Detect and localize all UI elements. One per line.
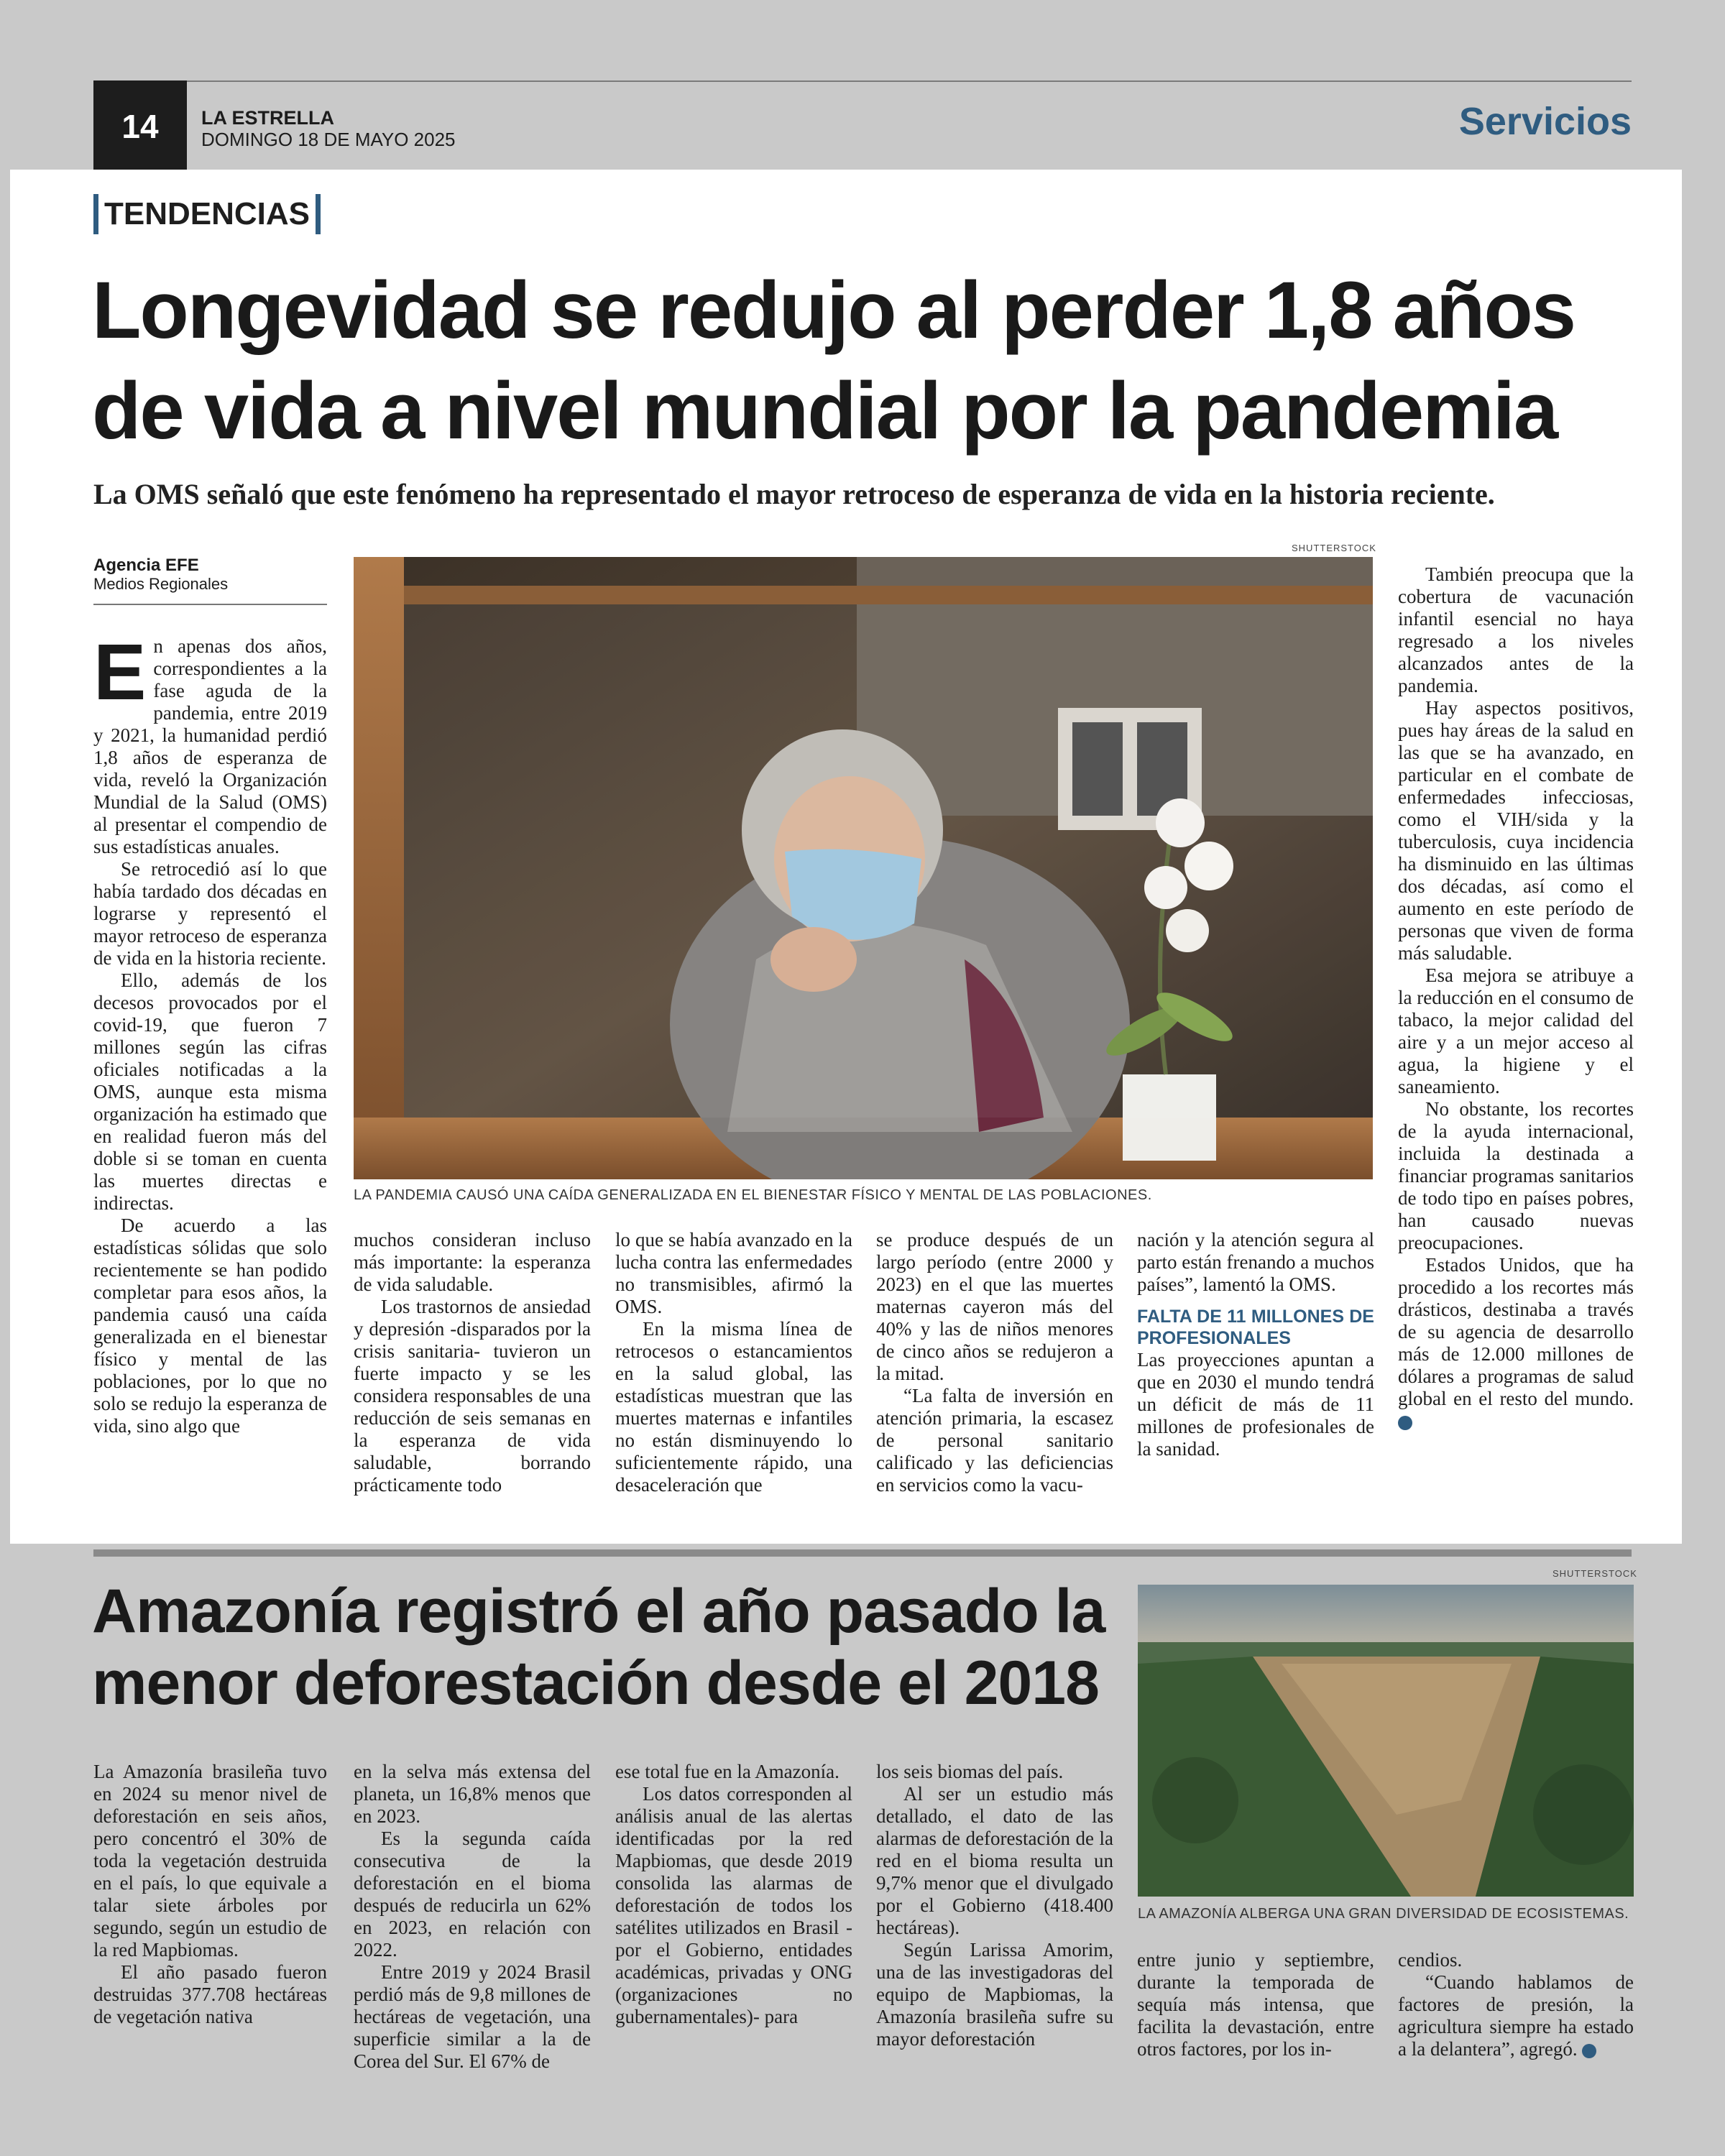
paragraph: Al ser un estudio más detallado, el dato de las alarmas de deforestación de la red en el bioma resulta un 9,7% menor que el divulgado por el Gobierno (418.400 hectáreas). [876,1783,1113,1938]
paragraph: lo que se había avanzado en la lucha contra las enfermedades no transmisibles, afirmó la OMS. [615,1229,852,1317]
masthead: LA ESTRELLA [201,107,334,129]
paragraph: Los datos corresponden al análisis anual de las alertas identificadas por la red Mapbiomas, que desde 2019 consolida las alarmas de deforestación de todos los satélites utilizados en Brasil -por el Gobierno, entidades académicas, privadas y ONG (organizaciones no gubernamentales)- para [615,1783,852,2027]
headline-longevity [92,260,1644,461]
photo-amazon-illustration [1138,1585,1634,1897]
paragraph: También preocupa que la cobertura de vacunación infantil esencial no haya regresado a los niveles alcanzados antes de la pandemia. [1398,563,1634,696]
article2-column-4 [876,1761,1113,2050]
paragraph: en la selva más extensa del planeta, un 16,8% menos que en 2023. [354,1761,591,1827]
end-of-article-icon [1582,2044,1596,2058]
byline-agency: Agencia EFE [93,556,199,575]
headline-line-2: de vida a nivel mundial por la pandemia [92,366,1558,456]
paragraph: Es la segunda caída consecutiva de la deforestación en el bioma después de reducirla un 62% en 2023, en relación con 2022. [354,1828,591,1961]
end-of-article-icon [1398,1416,1412,1430]
paragraph: La Amazonía brasileña tuvo en 2024 su menor nivel de deforestación en seis años, pero concentró el 30% de toda la vegetación destruida en el país, lo que equivale a talar siete árboles por segundo, según un estudio de la red Mapbiomas. [93,1761,327,1961]
paragraph: muchos consideran incluso más importante: la esperanza de vida saludable. [354,1229,591,1295]
article1-column-3 [615,1229,852,1496]
paragraph: Estados Unidos, que ha procedido a los recortes más drásticos, destinaba a través de su agencia de desarrollo más de 12.000 millones de dólares a programas de salud global en el resto del mundo. [1398,1254,1634,1409]
paragraph: Se retrocedió así lo que había tardado dos décadas en lograrse y representó el mayor retroceso de esperanza de vida en la historia reciente. [93,858,327,969]
paragraph: Esa mejora se atribuye a la reducción en el consumo de tabaco, la mejor calidad del aire y a un mejor acceso al agua, la higiene y el saneamiento. [1398,964,1634,1097]
photo-amazon-deforestation [1138,1585,1634,1897]
headline-amazonia [92,1575,1127,1719]
deck-longevity: La OMS señaló que este fenómeno ha representado el mayor retroceso de esperanza de vida en la historia reciente. [93,478,1495,510]
photo-credit: SHUTTERSTOCK [1292,543,1376,553]
article1-column-6 [1398,563,1634,1432]
paragraph: Hay aspectos positivos, pues hay áreas de la salud en las que se ha avanzado, en particular en el combate de enfermedades infecciosas, como el VIH/sida y la tuberculosis, cuya incidencia ha disminuido en las últimas dos décadas, así como el aumento en este período de personas que viven de forma más saludable. [1398,697,1634,964]
article1-column-1 [93,628,327,1437]
paragraph: nación y la atención segura al parto están frenando a muchos países”, lamentó la OMS. [1137,1229,1374,1295]
paragraph: El año pasado fueron destruidas 377.708 hectáreas de vegetación nativa [93,1961,327,2027]
headline-line-1: Amazonía registró el año pasado la [92,1577,1105,1646]
byline-desk: Medios Regionales [93,575,229,593]
photo-credit: SHUTTERSTOCK [1552,1568,1637,1579]
issue-date: DOMINGO 18 DE MAYO 2025 [201,129,456,150]
paragraph: cendios. [1398,1949,1463,1971]
paragraph: entre junio y septiembre, durante la temporada de sequía más intensa, que facilita la devastación, entre otros factores, por los in- [1137,1949,1374,2060]
photo-woman-at-window [354,557,1373,1179]
page-number: 14 [93,80,187,172]
headline-line-1: Longevidad se redujo al perder 1,8 años [92,265,1576,355]
article1-column-2 [354,1229,591,1496]
byline-rule [93,604,327,605]
paragraph: Los trastornos de ansiedad y depresión -disparados por la crisis sanitaria- tuvieron un fuerte impacto y se les considera responsables de una reducción de seis semanas en la esperanza de vida saludable, borrando prácticamente todo [354,1296,591,1496]
paragraph: n apenas dos años, correspondientes a la fase aguda de la pandemia, entre 2019 y 2021, la humanidad perdió 1,8 años de esperanza de vida, reveló la Organización Mundial de la Salud (OMS) al presentar el compendio de sus estadísticas anuales. [93,635,327,857]
photo-caption: LA AMAZONÍA ALBERGA UNA GRAN DIVERSIDAD DE ECOSISTEMAS. [1138,1906,1629,1922]
paragraph: “Cuando hablamos de factores de presión, la agricultura siempre ha estado a la delantera”, agregó. [1398,1971,1634,2060]
paragraph: Según Larissa Amorim, una de las investigadoras del equipo de Mapbiomas, la Amazonía brasileña sufre su mayor deforestación [876,1939,1113,2050]
article1-column-4 [876,1229,1113,1496]
paragraph: se produce después de un largo período (entre 2000 y 2023) en el que las muertes maternas cayeron más del 40% y las de niños menores de cinco años se redujeron a la mitad. [876,1229,1113,1384]
photo-caption: LA PANDEMIA CAUSÓ UNA CAÍDA GENERALIZADA EN EL BIENESTAR FÍSICO Y MENTAL DE LAS POBLACIONES. [354,1187,1152,1203]
paragraph: No obstante, los recortes de la ayuda internacional, incluida la destinada a financiar programas sanitarios de todo tipo en países pobres, han causado nuevas preocupaciones. [1398,1098,1634,1253]
paragraph: Las proyecciones apuntan a que en 2030 el mundo tendrá un déficit de más de 11 millones de profesionales de la sanidad. [1137,1349,1374,1460]
article2-column-6 [1398,1949,1634,2060]
article2-column-3 [615,1761,852,2028]
article2-column-1 [93,1761,327,2028]
headline-line-2: menor deforestación desde el 2018 [92,1649,1099,1718]
paragraph: Entre 2019 y 2024 Brasil perdió más de 9,8 millones de hectáreas de vegetación, una superficie similar a la de Corea del Sur. El 67% de [354,1961,591,2072]
photo-woman-illustration [354,557,1373,1179]
subhead-professionals: FALTA DE 11 MILLONES DE PROFESIONALES [1137,1307,1374,1348]
paragraph: los seis biomas del país. [876,1761,1064,1782]
category-tag: TENDENCIAS [93,194,321,234]
paragraph: “La falta de inversión en atención primaria, la escasez de personal sanitario calificado y las deficiencias en servicios como la vacu- [876,1385,1113,1496]
header-top-rule [93,80,1632,82]
article-separator-rule [93,1549,1632,1557]
article2-column-2 [354,1761,591,2073]
article1-column-5 [1137,1229,1374,1460]
paragraph: En la misma línea de retrocesos o estancamientos en la salud global, las estadísticas muestran que las muertes maternas e infantiles no están disminuyendo lo suficientemente rápido, una desaceleración que [615,1318,852,1496]
paragraph: Ello, además de los decesos provocados por el covid-19, que fueron 7 millones según las cifras oficiales notificadas a la OMS, aunque esta misma organización ha estimado que en realidad fueron más del doble si se toman en cuenta las muertes directas e indirectas. [93,969,327,1214]
section-title: Servicios [1458,100,1632,143]
paragraph: ese total fue en la Amazonía. [615,1761,840,1782]
article2-column-5 [1137,1949,1374,2060]
drop-cap: E [93,628,147,717]
paragraph: De acuerdo a las estadísticas sólidas que solo recientemente se han podido completar para esos años, la pandemia causó una caída generalizada en el bienestar físico y mental de las poblaciones, por lo que no solo se redujo la esperanza de vida, sino algo que [93,1215,327,1437]
